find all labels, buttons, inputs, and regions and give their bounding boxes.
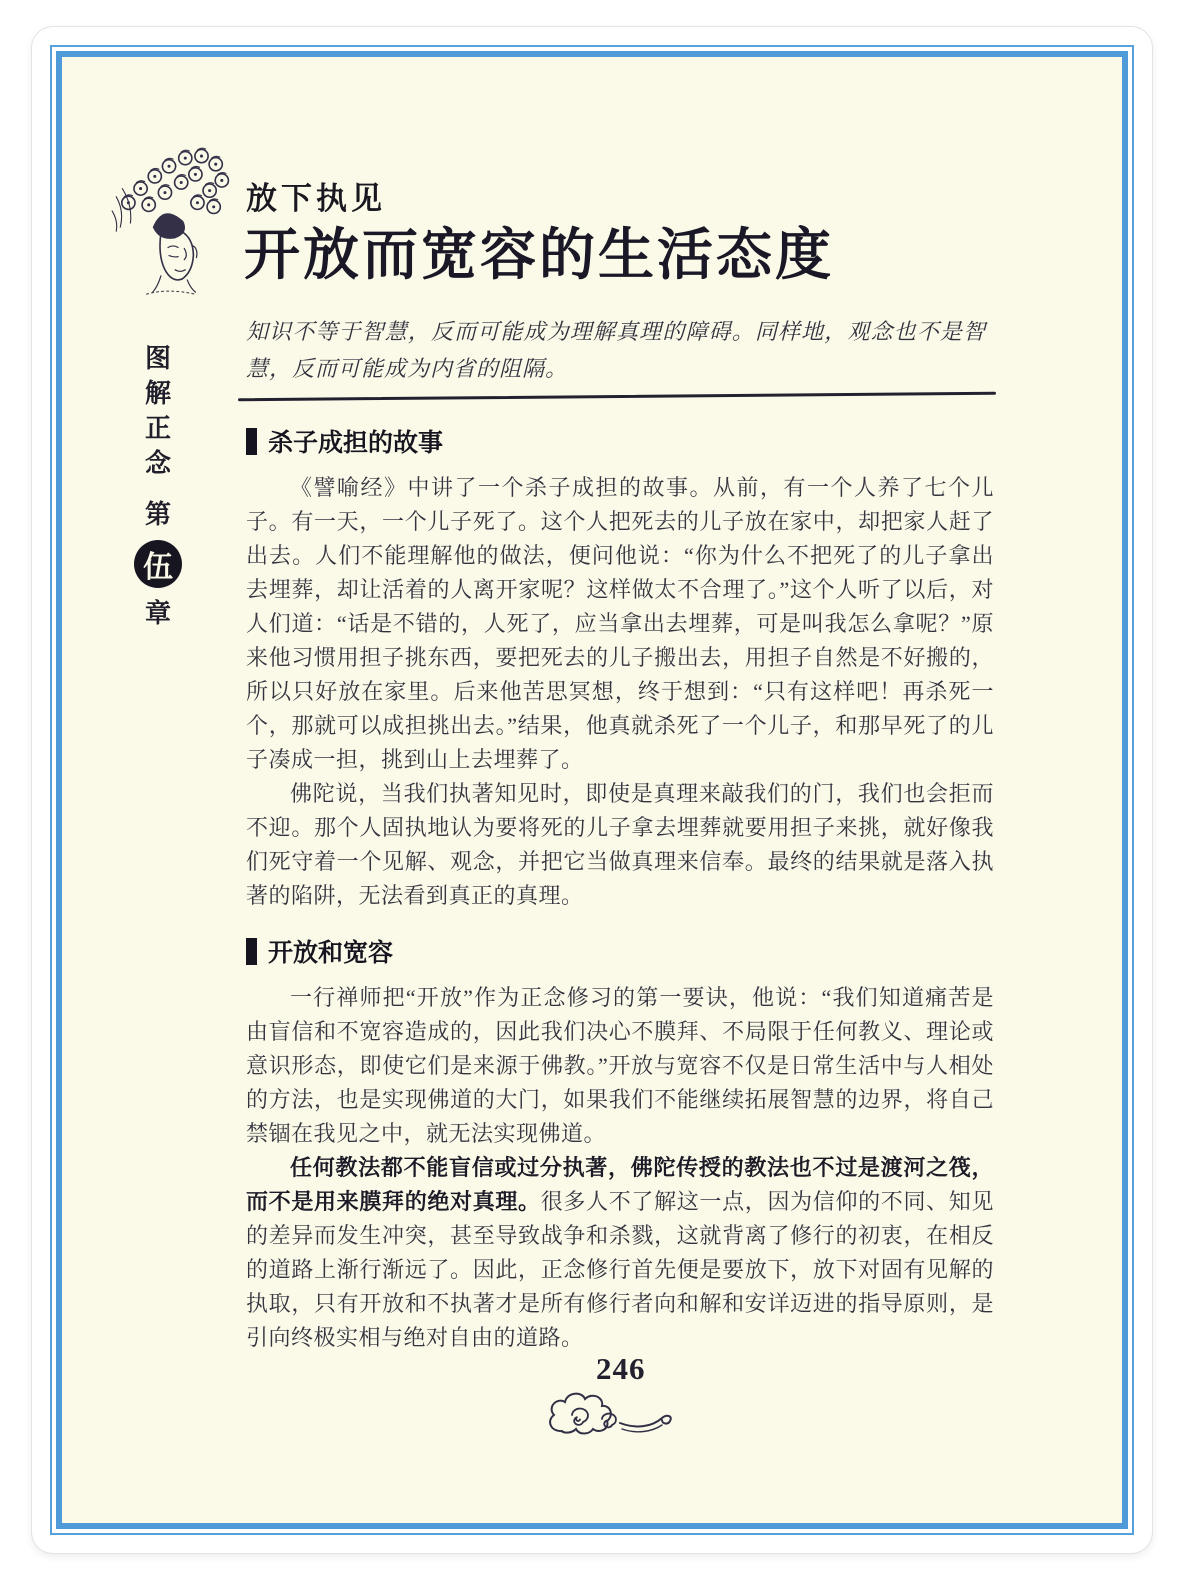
section-heading-story <box>246 423 994 459</box>
book-page <box>31 26 1153 1554</box>
paragraph-openness-2 <box>246 1151 994 1355</box>
section-marker-icon <box>246 938 257 965</box>
cloud-ornament-icon <box>534 1373 684 1445</box>
chapter-subtitle: 放下执见 <box>246 181 386 216</box>
buddha-illustration <box>102 135 234 299</box>
page-number: 246 <box>596 1351 646 1386</box>
section-marker-icon <box>246 428 257 455</box>
book-title-char: 正 <box>144 413 171 443</box>
paragraph-story-1: 《譬喻经》中讲了一个杀子成担的故事。从前，有一个人养了七个儿子。有一天，一个儿子死了。这个人把死去的儿子放在家中，却把家人赶了出去。人们不能理解他的做法，便问他说：“你为什么不把死了的儿子拿出去埋葬，却让活着的人离开家呢？这样做太不合理了。”这个人听了以后，对人们道：“话是不错的，人死了，应当拿出去埋葬，可是叫我怎么拿呢？”原来他习惯用担子挑东西，要把死去的儿子搬出去，用担子自然是不好搬的，所以只好放在家里。后来他苦思冥想，终于想到：“只有这样吧！再杀死一个，那就可以成担挑出去。”结果，他真就杀死了一个儿子，和那早死了的儿子凑成一担，挑到山上去埋葬了。 <box>246 475 994 772</box>
chapter-suffix: 章 <box>144 598 171 628</box>
intro-divider <box>238 392 996 402</box>
page-title: 开放而宽容的生活态度 <box>244 225 834 287</box>
chapter-number-badge: 伍 <box>134 540 182 588</box>
page-content <box>62 57 1122 1523</box>
book-title-char: 解 <box>144 378 171 408</box>
book-title-char: 图 <box>144 343 171 373</box>
intro-text: 知识不等于智慧，反而可能成为理解真理的障碍。同样地，观念也不是智慧，反而可能成为内省的阻隔。 <box>246 319 986 381</box>
emphasis-bold-text: 任何教法都不能盲信或过分执著，佛陀传授的教法也不过是渡河之筏，而不是用来膜拜的绝对真理。 <box>246 1155 994 1214</box>
chapter-prefix: 第 <box>144 499 171 529</box>
section-heading-label: 开放和宽容 <box>268 939 394 967</box>
paragraph-story-2: 佛陀说，当我们执著知见时，即使是真理来敲我们的门，我们也会拒而不迎。那个人固执地认为要将死的儿子拿去埋葬就要用担子来挑，就好像我们死守着一个见解、观念，并把它当做真理来信奉。最终的结果就是落入执著的陷阱，无法看到真正的真理。 <box>246 781 994 908</box>
paragraph-openness-1: 一行禅师把“开放”作为正念修习的第一要诀，他说：“我们知道痛苦是由盲信和不宽容造成的，因此我们决心不膜拜、不局限于任何教义、理论或意识形态，即使它们是来源于佛教。”开放与宽容不仅是日常生活中与人相处的方法，也是实现佛道的大门，如果我们不能继续拓展智慧的边界，将自己禁锢在我见之中，就无法实现佛道。 <box>246 985 994 1146</box>
main-text-column <box>246 423 994 1355</box>
section-heading-label: 杀子成担的故事 <box>268 429 444 457</box>
inner-frame-border <box>56 51 1128 1529</box>
emphasis-rest-text: 很多人不了解这一点，因为信仰的不同、知见的差异而发生冲突，甚至导致战争和杀戮，这就背离了修行的初衷，在相反的道路上渐行渐远了。因此，正念修行首先便是要放下，放下对固有见解的执取，只有开放和不执著才是所有修行者向和解和安详迈进的指导原则，是引向终极实相与绝对自由的道路。 <box>246 1189 994 1350</box>
section-heading-openness <box>246 933 994 969</box>
book-title-char: 念 <box>144 448 171 478</box>
sidebar-chapter-strip <box>130 341 186 631</box>
